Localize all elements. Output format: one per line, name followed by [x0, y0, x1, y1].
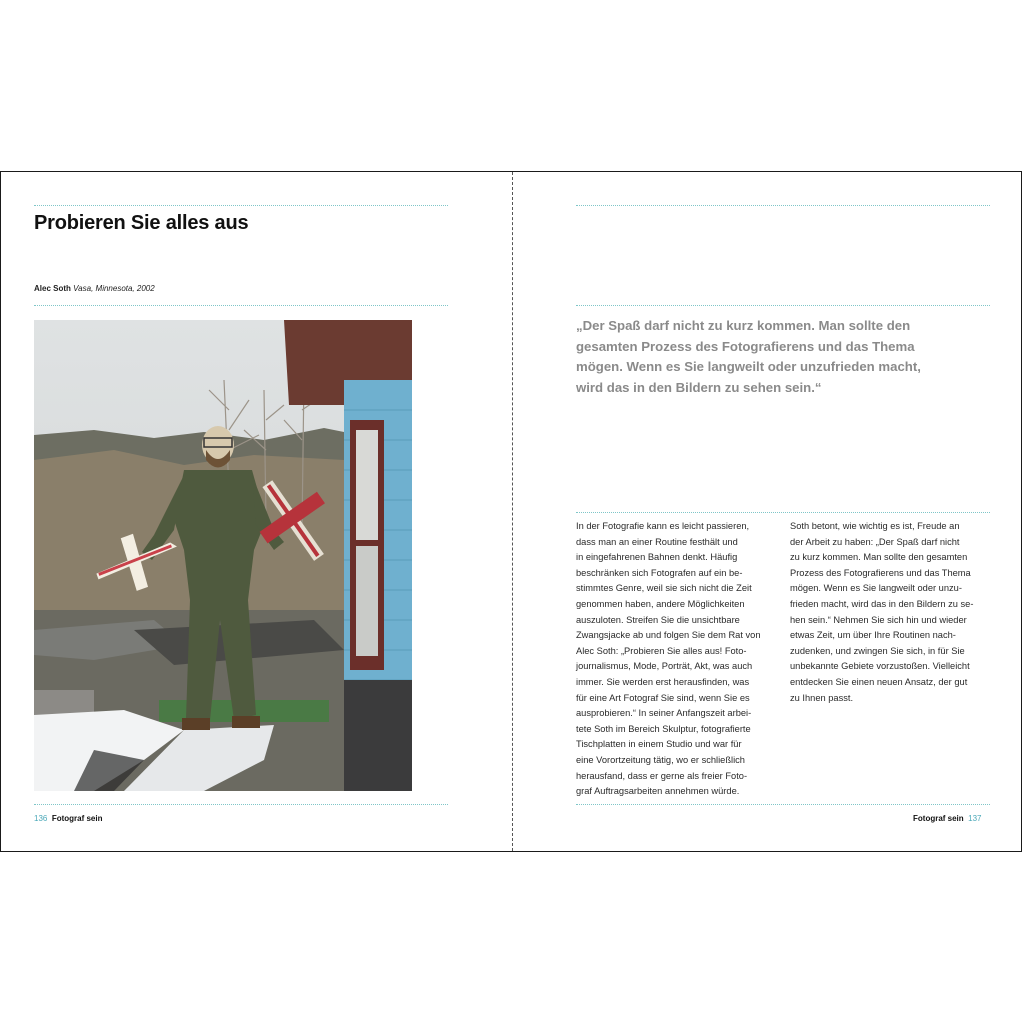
- text-line: entdecken Sie einen neuen Ansatz, der gut: [790, 676, 968, 687]
- text-line: Alec Soth: „Probieren Sie alles aus! Foto-: [576, 645, 747, 656]
- text-line: zudenken, und zwingen Sie sich, in für Sie: [790, 645, 965, 656]
- text-line: immer. Sie werden erst herausfinden, was: [576, 676, 750, 687]
- pull-quote: [576, 316, 956, 398]
- text-line: für eine Art Fotograf Sie sind, wenn Sie es: [576, 692, 750, 703]
- quote-line: „Der Spaß darf nicht zu kurz kommen. Man sollte den: [576, 318, 911, 333]
- text-line: zu Ihnen passt.: [790, 692, 854, 703]
- page-number-left: 136: [34, 814, 48, 823]
- text-line: stimmtes Genre, weil sie sich nicht die Zeit: [576, 583, 752, 594]
- text-line: frieden macht, wird das in den Bildern zu se-: [790, 598, 974, 609]
- running-head-left: Fotograf sein: [51, 814, 103, 823]
- top-rule-left: [34, 205, 448, 206]
- text-line: unbekannte Gebiete vorzustoßen. Vielleicht: [790, 661, 970, 672]
- quote-rule: [576, 305, 990, 306]
- quote-line: gesamten Prozess des Fotografierens und das Thema: [576, 338, 915, 354]
- text-line: dass man an einer Routine festhält und: [576, 536, 738, 547]
- caption-rule: [34, 305, 448, 306]
- text-line: hen sein.“ Nehmen Sie sich hin und wieder: [790, 614, 967, 625]
- text-line: eine Vorortzeitung tätig, wo er schließlich: [576, 754, 745, 765]
- body-column-1: [576, 519, 772, 800]
- text-line: in eingefahrenen Bahnen denkt. Häufig: [576, 552, 738, 563]
- bottom-rule-right: [576, 804, 990, 805]
- text-line: In der Fotografie kann es leicht passieren,: [576, 521, 750, 531]
- text-line: ausprobieren.“ In seiner Anfangszeit arbei-: [576, 708, 752, 719]
- text-line: Prozess des Fotografierens und das Thema: [790, 567, 971, 578]
- photo-caption: Vasa, Minnesota, 2002: [73, 284, 155, 293]
- text-line: mögen. Wenn es Sie langweilt oder unzu-: [790, 583, 962, 594]
- book-spread: [0, 171, 1022, 852]
- text-line: graf Auftragsarbeiten annehmen würde.: [576, 786, 740, 797]
- text-line: Soth betont, wie wichtig es ist, Freude an: [790, 521, 960, 531]
- text-line: tete Soth im Bereich Skulptur, fotografierte: [576, 723, 751, 734]
- body-column-2: [790, 519, 986, 706]
- page-fold: [512, 172, 513, 851]
- folio-right: [913, 814, 981, 823]
- text-line: Tischplatten in einem Studio und war für: [576, 739, 742, 750]
- quote-line: wird das in den Bildern zu sehen sein.“: [576, 379, 822, 395]
- text-line: herausfand, dass er gerne als freier Foto-: [576, 770, 748, 781]
- photographer-name: Alec Soth: [34, 284, 71, 293]
- body-rule: [576, 512, 990, 513]
- text-line: der Arbeit zu haben: „Der Spaß darf nicht: [790, 536, 960, 547]
- bottom-rule-left: [34, 804, 448, 805]
- page-title: Probieren Sie alles aus: [34, 212, 249, 234]
- text-line: zu kurz kommen. Man sollte den gesamten: [790, 552, 968, 563]
- text-line: beschränken sich Fotografen auf ein be-: [576, 567, 743, 578]
- photograph-man-with-toy-planes: [34, 320, 412, 791]
- text-line: etwas Zeit, um über Ihre Routinen nach-: [790, 630, 956, 641]
- text-line: Zwangsjacke ab und folgen Sie dem Rat von: [576, 630, 761, 641]
- text-line: auszuloten. Streifen Sie die unsichtbare: [576, 614, 740, 625]
- folio-left: [34, 814, 102, 823]
- top-rule-right: [576, 205, 990, 206]
- page-number-right: 137: [968, 814, 982, 823]
- text-line: journalismus, Mode, Porträt, Akt, was auch: [576, 661, 753, 672]
- quote-line: mögen. Wenn es Sie langweilt oder unzufrieden macht,: [576, 359, 921, 374]
- text-line: genommen haben, andere Möglichkeiten: [576, 598, 745, 609]
- photo-credit: [34, 284, 155, 293]
- running-head-right: Fotograf sein: [913, 814, 964, 823]
